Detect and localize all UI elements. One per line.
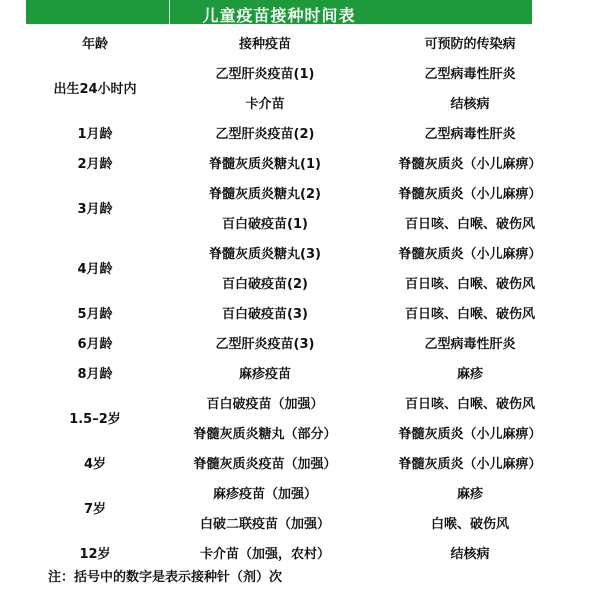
age-cell: 12岁 bbox=[79, 546, 111, 562]
table-row bbox=[40, 297, 560, 327]
disease-cell: 麻疹 bbox=[456, 486, 483, 502]
age-cell: 3月龄 bbox=[77, 201, 113, 217]
table-row bbox=[40, 117, 560, 147]
disease-cell: 乙型病毒性肝炎 bbox=[424, 126, 516, 142]
table-row bbox=[40, 477, 560, 507]
disease-cell: 百日咳、白喉、破伤风 bbox=[404, 216, 535, 232]
table-row bbox=[40, 57, 560, 87]
title-bar bbox=[26, 0, 532, 24]
vaccine-cell: 脊髓灰质炎疫苗（加强） bbox=[193, 456, 337, 472]
table-row bbox=[40, 387, 560, 417]
disease-cell: 脊髓灰质炎（小儿麻痹） bbox=[398, 426, 542, 442]
disease-cell: 结核病 bbox=[450, 546, 490, 562]
age-cell: 1月龄 bbox=[77, 126, 113, 142]
disease-cell: 脊髓灰质炎（小儿麻痹） bbox=[398, 186, 542, 202]
vaccine-cell: 卡介苗（加强，农村） bbox=[199, 546, 330, 562]
age-cell: 5月龄 bbox=[77, 306, 113, 322]
table-row bbox=[40, 147, 560, 177]
age-cell: 8月龄 bbox=[77, 366, 113, 382]
disease-cell: 脊髓灰质炎（小儿麻痹） bbox=[398, 156, 542, 172]
vaccine-cell: 脊髓灰质炎糖丸(3) bbox=[209, 246, 321, 262]
age-cell: 6月龄 bbox=[77, 336, 113, 352]
vaccine-cell: 乙型肝炎疫苗(1) bbox=[215, 66, 315, 82]
disease-cell: 乙型病毒性肝炎 bbox=[424, 66, 516, 82]
header-vaccine: 接种疫苗 bbox=[238, 36, 291, 52]
vaccine-schedule-table bbox=[40, 27, 560, 567]
vaccine-cell: 麻疹疫苗 bbox=[238, 366, 291, 382]
disease-cell: 脊髓灰质炎（小儿麻痹） bbox=[398, 246, 542, 262]
vaccine-cell: 白破二联疫苗（加强） bbox=[199, 516, 330, 532]
age-cell: 2月龄 bbox=[77, 156, 113, 172]
table-row bbox=[40, 447, 560, 477]
table-row bbox=[40, 537, 560, 567]
table-header-row bbox=[40, 27, 560, 57]
page-title: 儿童疫苗接种时间表 bbox=[202, 6, 356, 25]
vaccine-cell: 百白破疫苗(2) bbox=[222, 276, 308, 292]
vaccine-cell: 脊髓灰质炎糖丸（部分） bbox=[193, 426, 337, 442]
vaccine-cell: 脊髓灰质炎糖丸(1) bbox=[209, 156, 321, 172]
disease-cell: 百日咳、白喉、破伤风 bbox=[404, 306, 535, 322]
table-row bbox=[40, 327, 560, 357]
header-age: 年龄 bbox=[81, 36, 108, 52]
table-row bbox=[40, 357, 560, 387]
table-row bbox=[40, 237, 560, 267]
age-cell: 出生24小时内 bbox=[53, 81, 137, 97]
table-row bbox=[40, 177, 560, 207]
disease-cell: 麻疹 bbox=[456, 366, 483, 382]
disease-cell: 白喉、破伤风 bbox=[430, 516, 509, 532]
disease-cell: 乙型病毒性肝炎 bbox=[424, 336, 516, 352]
age-cell: 4月龄 bbox=[77, 261, 113, 277]
vaccine-cell: 乙型肝炎疫苗(2) bbox=[215, 126, 315, 142]
age-cell: 1.5–2岁 bbox=[69, 411, 121, 427]
vaccine-cell: 百白破疫苗(3) bbox=[222, 306, 308, 322]
vaccine-cell: 乙型肝炎疫苗(3) bbox=[215, 336, 315, 352]
header-disease: 可预防的传染病 bbox=[424, 36, 516, 52]
disease-cell: 脊髓灰质炎（小儿麻痹） bbox=[398, 456, 542, 472]
vaccine-cell: 麻疹疫苗（加强） bbox=[212, 486, 317, 502]
vaccine-cell: 百白破疫苗(1) bbox=[222, 216, 308, 232]
age-cell: 7岁 bbox=[83, 501, 107, 517]
disease-cell: 百日咳、白喉、破伤风 bbox=[404, 276, 535, 292]
vaccine-cell: 百白破疫苗（加强） bbox=[206, 396, 324, 412]
vaccine-cell: 卡介苗 bbox=[245, 96, 285, 112]
disease-cell: 百日咳、白喉、破伤风 bbox=[404, 396, 535, 412]
footnote: 注：括号中的数字是表示接种针（剂）次 bbox=[48, 570, 283, 585]
age-cell: 4岁 bbox=[83, 456, 107, 472]
vaccine-cell: 脊髓灰质炎糖丸(2) bbox=[209, 186, 321, 202]
disease-cell: 结核病 bbox=[450, 96, 490, 112]
